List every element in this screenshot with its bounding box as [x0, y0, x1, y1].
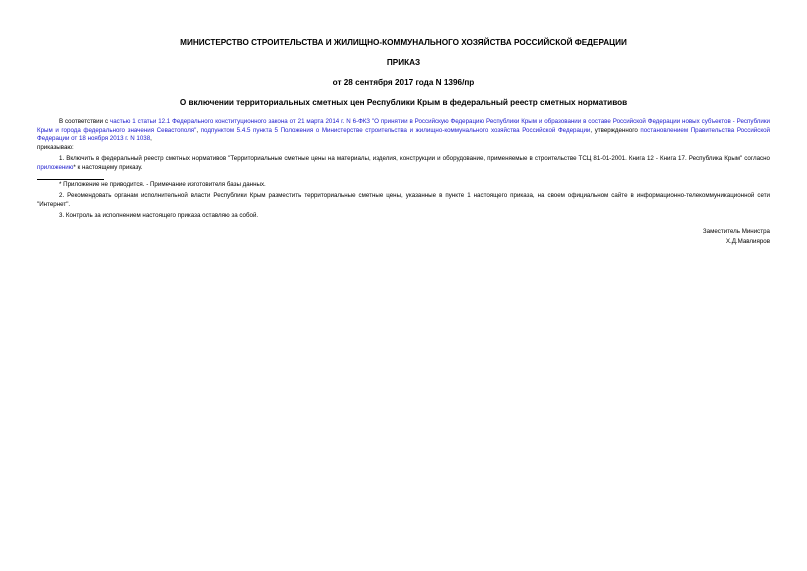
document-type-heading: ПРИКАЗ: [386, 58, 421, 67]
document-page: [37, 30, 770, 247]
intro-text-3: , утвержденного: [590, 126, 641, 134]
date-number-heading: от 28 сентября 2017 года N 1396/пр: [332, 78, 475, 87]
link-fkz-article[interactable]: частью 1 статьи 12.1 Федерального конституционного закона от 21 марта 2014 г. N 6-ФКЗ "О принятии в Российскую Федерацию Республики Крым и образовании в составе Российской Федерации новых субъектов - Республики Крым и города федерального значения Севастополя": [37, 118, 771, 134]
paragraph-1-text-1: 1. Включить в федеральный реестр сметных нормативов "Территориальные сметные цены на материалы, изделия, конструкции и оборудование, применяемые в строительстве ТСЦ 81-01-2001. Книга 12 - Книга 17. Республика Крым" согласно: [59, 155, 770, 163]
link-appendix[interactable]: приложению: [37, 163, 74, 171]
order-word: приказываю:: [37, 143, 74, 151]
paragraph-1: [37, 155, 770, 172]
paragraph-3: 3. Контроль за исполнением настоящего приказа оставляю за собой.: [59, 212, 259, 220]
signature-block: [37, 227, 770, 247]
link-government-decree[interactable]: постановлением Правительства Российской Федерации от 18 ноября 2013 г. N 1038: [37, 126, 770, 143]
paragraph-1-text-2: * к настоящему приказу.: [73, 163, 143, 171]
intro-text-4: ,: [150, 135, 152, 143]
intro-paragraph: [37, 118, 770, 144]
signatory-name: Х.Д.Мавлияров: [725, 237, 770, 245]
paragraph-2: 2. Рекомендовать органам исполнительной власти Республики Крым разместить территориальные сметные цены, указанные в пункте 1 настоящего приказа, на своем официальном сайте в информационно-телекоммуникационной сети "Интернет".: [37, 192, 770, 208]
signatory-position: Заместитель Министра: [702, 227, 770, 235]
intro-text-1: В соответствии с: [59, 118, 110, 125]
document-title: О включении территориальных сметных цен Республики Крым в федеральный реестр сметных нормативов: [179, 98, 628, 107]
ministry-heading: МИНИСТЕРСТВО СТРОИТЕЛЬСТВА И ЖИЛИЩНО-КОММУНАЛЬНОГО ХОЗЯЙСТВА РОССИЙСКОЙ ФЕДЕРАЦИИ: [180, 38, 627, 47]
footnote: * Приложение не приводится. - Примечание изготовителя базы данных.: [59, 180, 266, 188]
footnote-divider: [37, 179, 104, 180]
intro-text-2: ,: [196, 126, 201, 134]
link-ministry-regulation[interactable]: подпунктом 5.4.5 пункта 5 Положения о Министерстве строительства и жилищно-коммунального хозяйства Российской Федерации: [200, 126, 591, 134]
document-body: [37, 118, 770, 221]
